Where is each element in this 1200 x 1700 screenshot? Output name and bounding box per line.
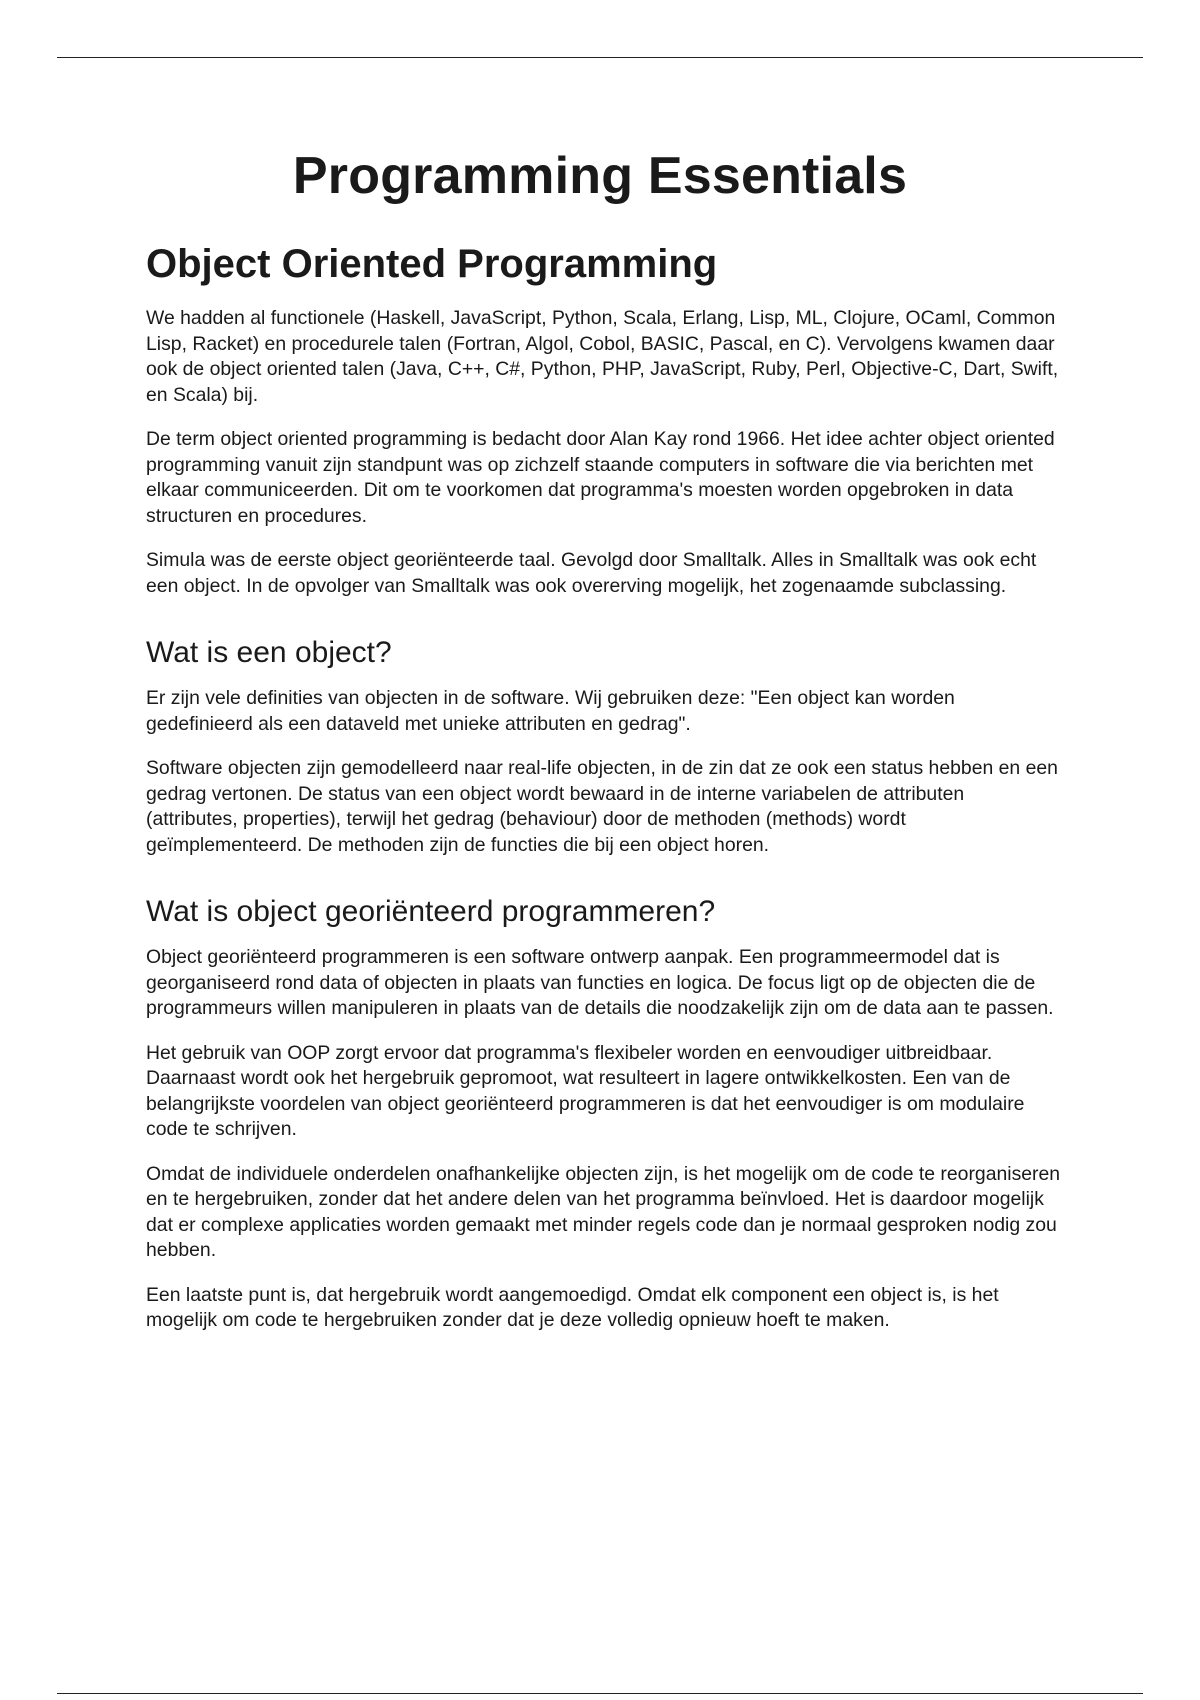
paragraph: Simula was de eerste object georiënteerde taal. Gevolgd door Smalltalk. Alles in Smalltalk was ook echt een object. In de opvolger van Smalltalk was ook overerving mogelijk, het zogenaamde subclassing.	[146, 549, 1037, 597]
paragraph: Een laatste punt is, dat hergebruik wordt aangemoedigd. Omdat elk component een object is, is het mogelijk om code te hergebruiken zonder dat je deze volledig opnieuw hoeft te maken.	[146, 1283, 999, 1331]
document-content	[146, 240, 1061, 1353]
paragraph: Omdat de individuele onderdelen onafhankelijke objecten zijn, is het mogelijk om de code te reorganiseren en te hergebruiken, zonder dat het andere delen van het programma beïnvloed. Het is daardoor mogelijk dat er complexe applicaties worden gemaakt met minder regels code dan je normaal gesproken nodig zou hebben.	[146, 1162, 1061, 1261]
subsection-heading: Wat is een object?	[146, 636, 392, 669]
paragraph: Het gebruik van OOP zorgt ervoor dat programma's flexibeler worden en eenvoudiger uitbreidbaar. Daarnaast wordt ook het hergebruik gepromoot, wat resulteert in lagere ontwikkelkosten. Een van de belangrijkste voordelen van object georiënteerd programmeren is dat het eenvoudiger is om modulaire code te schrijven.	[146, 1041, 1025, 1140]
paragraph: We hadden al functionele (Haskell, JavaScript, Python, Scala, Erlang, Lisp, ML, Clojure, OCaml, Common Lisp, Racket) en procedurele talen (Fortran, Algol, Cobol, BASIC, Pascal, en C). Vervolgens kwamen daar ook de object oriented talen (Java, C++, C#, Python, PHP, JavaScript, Ruby, Perl, Objective-C, Dart, Swift, en Scala) bij.	[146, 307, 1059, 406]
bottom-rule	[57, 1693, 1143, 1694]
section-heading: Object Oriented Programming	[146, 242, 718, 286]
paragraph: De term object oriented programming is bedacht door Alan Kay rond 1966. Het idee achter object oriented programming vanuit zijn standpunt was op zichzelf staande computers in software die via berichten met elkaar communiceerden. Dit om te voorkomen dat programma's moesten worden opgebroken in data structuren en procedures.	[146, 428, 1055, 527]
paragraph: Er zijn vele definities van objecten in de software. Wij gebruiken deze: "Een object kan worden gedefinieerd als een dataveld met unieke attributen en gedrag".	[146, 687, 955, 735]
top-rule	[57, 57, 1143, 58]
document-title: Programming Essentials	[292, 147, 908, 205]
paragraph: Object georiënteerd programmeren is een software ontwerp aanpak. Een programmeermodel dat is georganiseerd rond data of objecten in plaats van functies en logica. De focus ligt op de objecten die de programmeurs willen manipuleren in plaats van de details die noodzakelijk zijn om de data aan te passen.	[146, 946, 1054, 1019]
subsection-heading: Wat is object georiënteerd programmeren?	[146, 895, 716, 928]
paragraph: Software objecten zijn gemodelleerd naar real-life objecten, in de zin dat ze ook een status hebben en een gedrag vertonen. De status van een object wordt bewaard in de interne variabelen de attributen (attributes, properties), terwijl het gedrag (behaviour) door de methoden (methods) wordt geïmplementeerd. De methoden zijn de functies die bij een object horen.	[146, 757, 1058, 856]
